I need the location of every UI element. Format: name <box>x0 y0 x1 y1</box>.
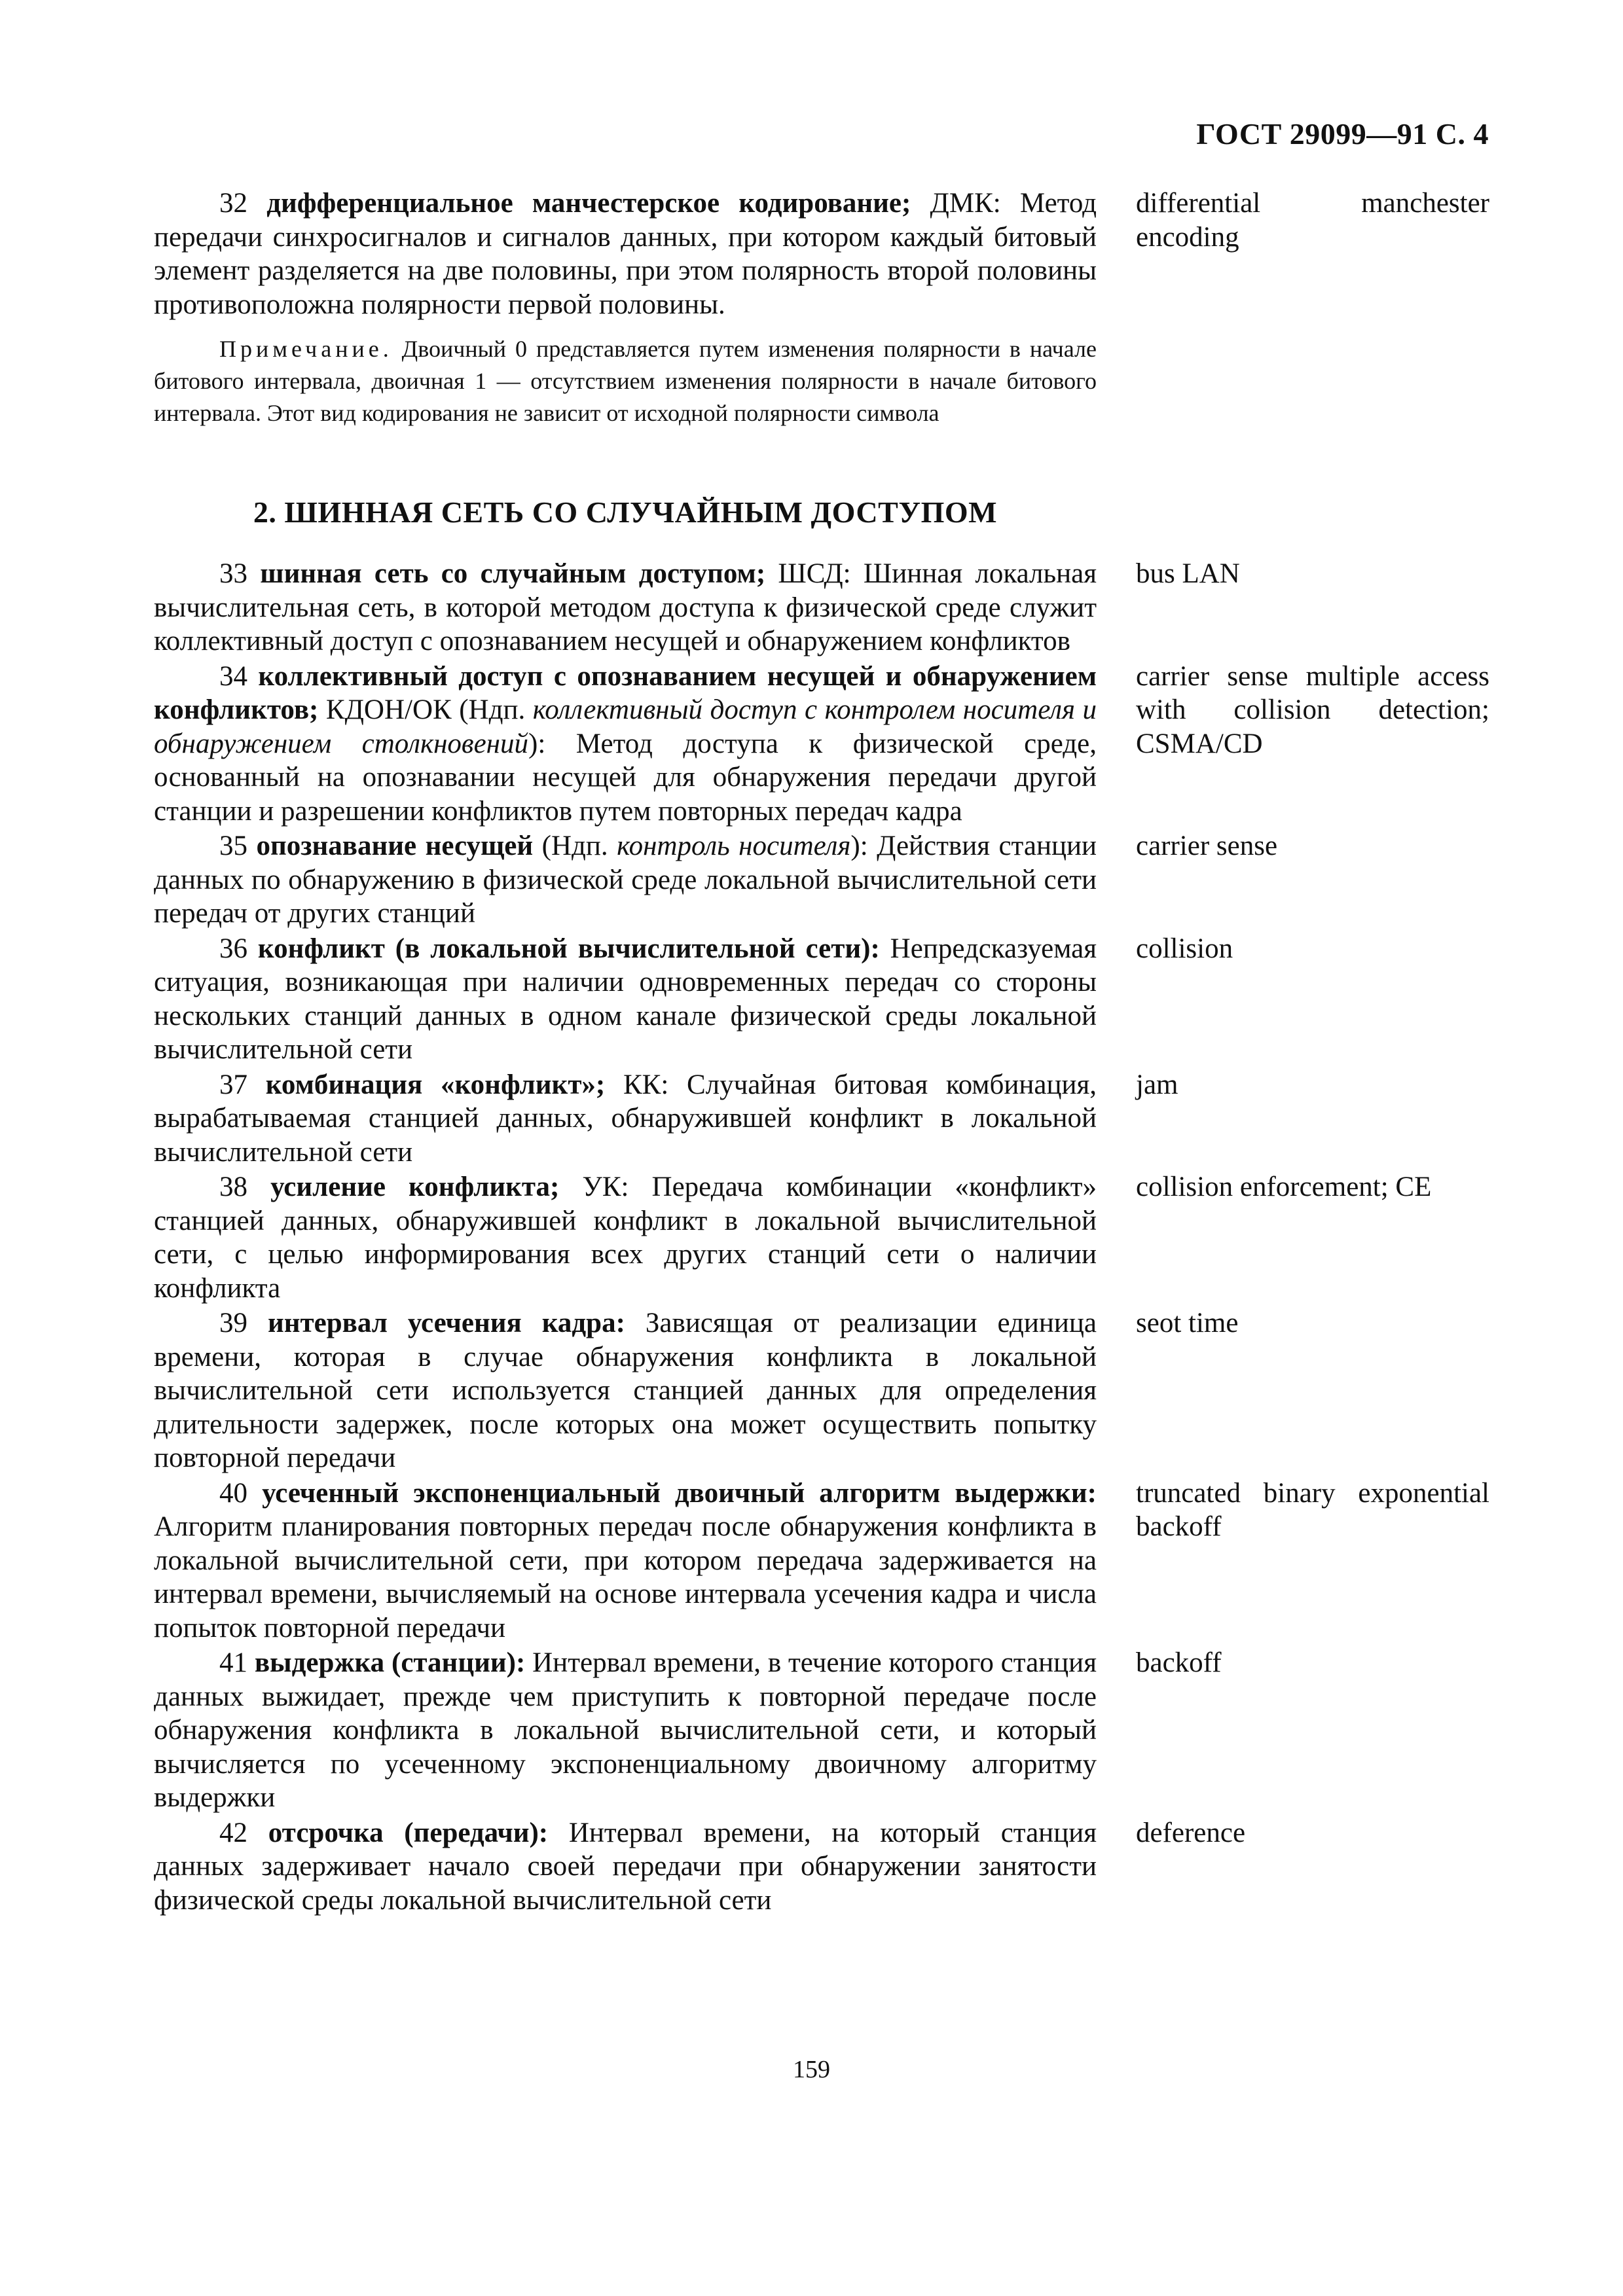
term-body-cont: ): Действия станции данных по обнаружению в физической среде локальной вычислительной сети передач от других станций <box>154 831 1097 929</box>
term-definition <box>154 1068 1097 1170</box>
document-body <box>154 187 1489 1918</box>
term-name: комбинация «конфликт»; <box>265 1069 606 1100</box>
term-body: Зависящая от реализации единица времени, которая в случае обнаружения конфликта в локальной вычислительной сети используется станцией данных для определения длительности задержек, после которых она может осуществить попытку повторной передачи <box>154 1308 1097 1473</box>
term-number: 32 <box>219 188 247 219</box>
term-name: дифференциальное манчестерское кодирование; <box>266 188 911 219</box>
note-text: Двоичный 0 представляется путем изменения полярности в начале битового интервала, двоичная 1 — отсутствием изменения полярности в начале битового интервала. Этот вид кодирования не зависит от исходной полярности символа <box>154 336 1097 426</box>
term-definition <box>154 1306 1097 1475</box>
term-english: collision enforcement; CE <box>1136 1172 1432 1202</box>
term-entry-42 <box>154 1816 1489 1918</box>
term-definition <box>154 557 1097 658</box>
term-body: Алгоритм планирования повторных передач после обнаружения конфликта в локальной вычислительной сети, при котором передача задерживается на интервал времени, вычисляемый на основе интервала усечения кадра и числа попыток повторной передачи <box>154 1511 1097 1643</box>
term-english: bus LAN <box>1136 558 1240 589</box>
note-32 <box>154 333 1097 429</box>
term-entry-38 <box>154 1170 1489 1305</box>
term-body: КК: Случайная битовая комбинация, вырабатываемая станцией данных, обнаружившей конфликт в локальной вычислительной сети <box>154 1069 1097 1168</box>
term-number: 40 <box>219 1477 247 1509</box>
term-body: Интервал времени, в течение которого станция данных выжидает, прежде чем приступить к повторной передаче после обнаружения конфликта в локальной вычислительной сети, и который вычисляется по усеченному экспоненциальному двоичному алгоритму выдержки <box>154 1647 1097 1813</box>
term-body: Интервал времени, на который станция данных задерживает начало своей передачи при обнаружении занятости физической среды локальной вычислительной сети <box>154 1817 1097 1916</box>
term-body: ДМК: Метод передачи синхросигналов и сигналов данных, при котором каждый битовый элемент разделяется на две половины, при этом полярность второй половины противоположна полярности первой половины. <box>154 188 1097 320</box>
page-number: 159 <box>793 2056 830 2083</box>
term-body: Непредсказуемая ситуация, возникающая при наличии одновременных передач со стороны нескольких станций данных в одном канале физической среды локальной вычислительной сети <box>154 933 1097 1065</box>
term-name: конфликт (в локальной вычислительной сети): <box>257 933 880 964</box>
term-name: усиление конфликта; <box>270 1172 560 1202</box>
term-english: collision <box>1136 933 1233 964</box>
term-number: 42 <box>219 1817 247 1848</box>
term-number: 39 <box>219 1308 247 1338</box>
term-english: backoff <box>1136 1647 1222 1678</box>
term-english: carrier sense multiple access with collision detection; CSMA/CD <box>1136 660 1489 759</box>
term-number: 37 <box>219 1069 247 1100</box>
term-deprecated: контроль носителя <box>617 831 851 861</box>
term-body: КДОН/ОК (Ндп. <box>318 694 533 725</box>
term-body: ШСД: Шинная локальная вычислительная сеть, в которой методом доступа к физической среде служит коллективный доступ с опознаванием несущей и обнаружением конфликтов <box>154 558 1097 656</box>
term-english: seot time <box>1136 1308 1239 1338</box>
term-english: jam <box>1136 1069 1178 1100</box>
term-definition <box>154 660 1097 829</box>
term-number: 36 <box>219 933 247 964</box>
term-body: (Ндп. <box>533 831 617 861</box>
term-name: шинная сеть со случайным доступом; <box>260 558 766 589</box>
term-definition <box>154 932 1097 1067</box>
section-title: 2. ШИННАЯ СЕТЬ СО СЛУЧАЙНЫМ ДОСТУПОМ <box>253 495 998 529</box>
term-deprecated: коллективный доступ с контролем носителя и обнаружением столкновений <box>154 694 1097 759</box>
term-entry-35 <box>154 829 1489 931</box>
term-number: 41 <box>219 1647 247 1678</box>
term-definition <box>154 829 1097 931</box>
term-number: 34 <box>219 660 247 692</box>
term-english: deference <box>1136 1817 1246 1848</box>
term-number: 33 <box>219 558 247 589</box>
term-name: выдержка (станции): <box>254 1647 526 1678</box>
term-number: 38 <box>219 1172 247 1202</box>
note-label: Примечание. <box>219 336 393 362</box>
term-body-cont: ): Метод доступа к физической среде, основанный на опознавании несущей для обнаружения передачи другой станции и разрешении конфликтов путем повторных передач кадра <box>154 728 1097 827</box>
term-name: усеченный экспоненциальный двоичный алгоритм выдержки: <box>262 1477 1097 1509</box>
term-english: carrier sense <box>1136 831 1278 861</box>
term-entry-39 <box>154 1306 1489 1475</box>
term-definition <box>154 1477 1097 1645</box>
term-definition <box>154 1646 1097 1815</box>
term-name: коллективный доступ с опознаванием несущей и обнаружением конфликтов; <box>154 660 1097 725</box>
term-name: опознавание несущей <box>256 831 534 861</box>
term-definition <box>154 1170 1097 1305</box>
term-entry-40 <box>154 1477 1489 1645</box>
term-entry-33 <box>154 557 1489 658</box>
document-header: ГОСТ 29099—91 С. 4 <box>1196 117 1489 151</box>
term-entry-34 <box>154 660 1489 829</box>
term-definition <box>154 1816 1097 1918</box>
term-entry-32 <box>154 187 1489 321</box>
term-definition <box>154 187 1097 321</box>
term-body: УК: Передача комбинации «конфликт» станцией данных, обнаружившей конфликт в локальной вычислительной сети, с целью информирования всех других станций сети о наличии конфликта <box>154 1172 1097 1304</box>
term-entry-36 <box>154 932 1489 1067</box>
term-name: интервал усечения кадра: <box>267 1308 625 1338</box>
term-number: 35 <box>219 831 247 861</box>
term-english: truncated binary exponential backoff <box>1136 1477 1489 1542</box>
term-name: отсрочка (передачи): <box>268 1817 549 1848</box>
term-entry-41 <box>154 1646 1489 1815</box>
term-entry-37 <box>154 1068 1489 1170</box>
term-english: differential manchester encoding <box>1136 188 1489 253</box>
